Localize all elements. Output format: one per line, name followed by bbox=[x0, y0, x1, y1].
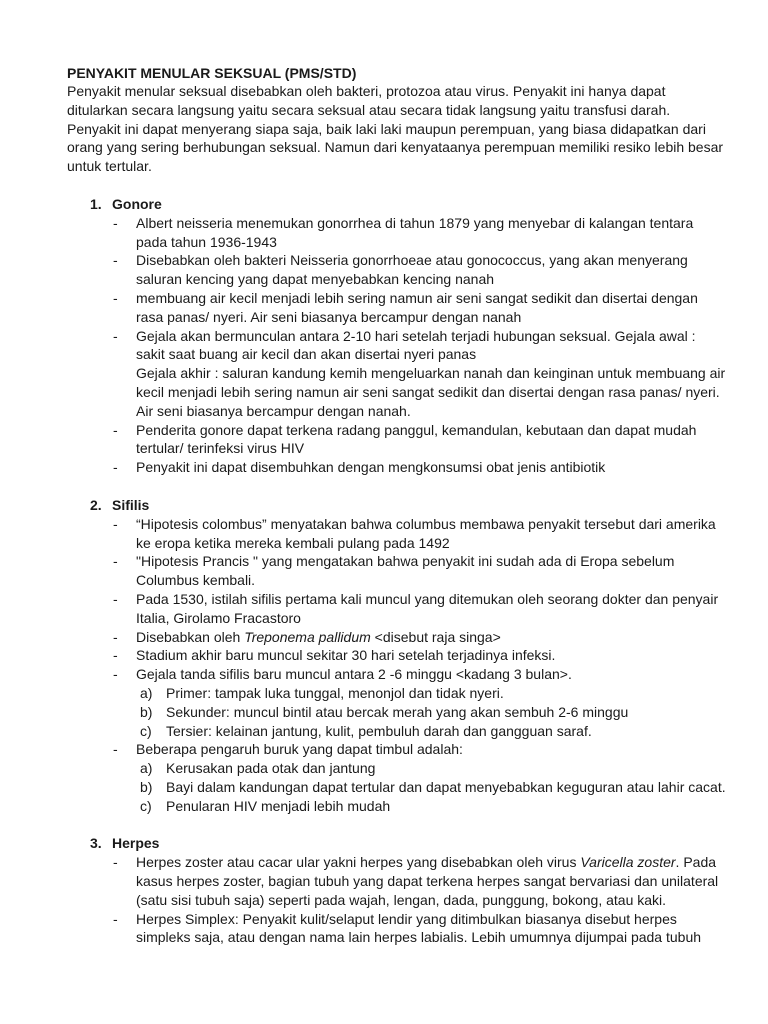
list-item-text: membuang air kecil menjadi lebih sering namun air seni sangat sedikit dan disertai dengan rasa panas/ nyeri. Air seni biasanya bercampur dengan nanah bbox=[136, 289, 698, 325]
list-item-text: Disebabkan oleh bakteri Neisseria gonorrhoeae atau gonococcus, yang akan menyerang saluran kencing yang dapat menyebabkan kencing nanah bbox=[136, 252, 688, 288]
list-item-text: Beberapa pengaruh buruk yang dapat timbul adalah: bbox=[136, 741, 463, 758]
dash-marker: - bbox=[113, 515, 118, 532]
section-number: 1. bbox=[90, 195, 102, 212]
dash-marker: - bbox=[113, 666, 118, 683]
list-item bbox=[67, 458, 727, 477]
sub-item bbox=[67, 722, 727, 741]
section-number: 3. bbox=[90, 835, 102, 852]
sub-item bbox=[67, 759, 727, 778]
sub-item-marker: a) bbox=[140, 760, 153, 777]
sub-item-marker: c) bbox=[140, 797, 152, 814]
sub-item-text: Tersier: kelainan jantung, kulit, pembuluh darah dan gangguan saraf. bbox=[166, 722, 592, 739]
sub-item bbox=[67, 797, 727, 816]
sub-list bbox=[67, 684, 727, 740]
list-item-text: Stadium akhir baru muncul sekitar 30 hari setelah terjadinya infeksi. bbox=[136, 647, 556, 664]
list-item bbox=[67, 515, 727, 553]
list-item-text: “Hipotesis colombus” menyatakan bahwa columbus membawa penyakit tersebut dari amerika ke eropa ketika mereka kembali pulang pada 1492 bbox=[136, 515, 716, 551]
bullet-list bbox=[67, 515, 727, 684]
section-heading bbox=[67, 496, 727, 515]
list-item bbox=[67, 214, 727, 252]
dash-marker: - bbox=[113, 459, 118, 476]
sub-item-text: Sekunder: muncul bintil atau bercak merah yang akan sembuh 2-6 minggu bbox=[166, 703, 629, 720]
bullet-list bbox=[67, 214, 727, 477]
dash-marker: - bbox=[113, 252, 118, 269]
dash-marker: - bbox=[113, 327, 118, 344]
section-herpes bbox=[67, 834, 727, 947]
document-title: PENYAKIT MENULAR SEKSUAL (PMS/STD) bbox=[67, 65, 357, 81]
list-item-text: Herpes Simplex: Penyakit kulit/selaput lendir yang ditimbulkan biasanya disebut herpes simpleks saja, atau dengan nama lain herpes labialis. Lebih umumnya dijumpai pada tubuh bbox=[136, 910, 702, 946]
list-item bbox=[67, 665, 727, 684]
dash-marker: - bbox=[113, 741, 118, 758]
dash-marker: - bbox=[113, 854, 118, 871]
section-title: Sifilis bbox=[112, 496, 150, 513]
dash-marker: - bbox=[113, 590, 118, 607]
sub-item bbox=[67, 684, 727, 703]
dash-marker: - bbox=[113, 421, 118, 438]
list-item bbox=[67, 740, 727, 759]
list-item-text: Penderita gonore dapat terkena radang panggul, kemandulan, kebutaan dan dapat mudah tertular/ terinfeksi virus HIV bbox=[136, 421, 697, 457]
dash-marker: - bbox=[113, 214, 118, 231]
list-item bbox=[67, 251, 727, 289]
list-item bbox=[67, 628, 727, 647]
list-item-text: "Hipotesis Prancis " yang mengatakan bahwa penyakit ini sudah ada di Eropa sebelum Columbus kembali. bbox=[136, 553, 675, 589]
section-gonore bbox=[67, 195, 727, 477]
sub-item-text: Penularan HIV menjadi lebih mudah bbox=[166, 797, 391, 814]
section-title: Gonore bbox=[112, 195, 162, 212]
dash-marker: - bbox=[113, 289, 118, 306]
list-item bbox=[67, 327, 727, 421]
list-item bbox=[67, 421, 727, 459]
list-item-text: <disebut raja singa> bbox=[370, 628, 501, 645]
sub-item-marker: c) bbox=[140, 722, 152, 739]
sub-item-text: Kerusakan pada otak dan jantung bbox=[166, 760, 376, 777]
intro-paragraph: Penyakit menular seksual disebabkan oleh bakteri, protozoa atau virus. Penyakit ini hanya dapat ditularkan secara langsung yaitu secara seksual atau secara tidak langsung yaitu transfusi darah. Penyakit ini dapat menyerang siapa saja, baik laki laki maupun perempuan, yang biasa didapatkan dari orang yang sering berhubungan seksual. Namun dari kenyataanya perempuan memiliki resiko lebih besar untuk tertular. bbox=[67, 83, 724, 175]
section-heading bbox=[67, 195, 727, 214]
list-item-text: Disebabkan oleh bbox=[136, 628, 245, 645]
list-item bbox=[67, 853, 727, 909]
list-item-text: . Pada kasus herpes zoster, bagian tubuh yang dapat terkena herpes sangat bervariasi dan unilateral (satu sisi tubuh saja) seperti pada wajah, lengan, dada, punggung, bokong, atau kaki. bbox=[136, 854, 719, 908]
list-item-text: Herpes zoster atau cacar ular yakni herpes yang disebabkan oleh virus bbox=[136, 854, 581, 871]
section-title: Herpes bbox=[112, 835, 160, 852]
sub-list bbox=[67, 759, 727, 815]
section-heading bbox=[67, 834, 727, 853]
sub-item-text: Bayi dalam kandungan dapat tertular dan dapat menyebabkan keguguran atau lahir cacat. bbox=[166, 778, 726, 795]
list-item bbox=[67, 910, 727, 948]
sub-item bbox=[67, 778, 727, 797]
species-name: Varicella zoster bbox=[580, 854, 676, 871]
dash-marker: - bbox=[113, 553, 118, 570]
bullet-list bbox=[67, 853, 727, 947]
list-item-text: Gejala akan bermunculan antara 2-10 hari setelah terjadi hubungan seksual. Gejala awal : sakit saat buang air kecil dan akan disertai nyeri panas bbox=[136, 327, 696, 363]
dash-marker: - bbox=[113, 647, 118, 664]
dash-marker: - bbox=[113, 910, 118, 927]
list-item-text: Gejala tanda sifilis baru muncul antara 2 -6 minggu <kadang 3 bulan>. bbox=[136, 666, 572, 683]
sub-item-marker: b) bbox=[140, 778, 153, 795]
sub-item-marker: a) bbox=[140, 684, 153, 701]
list-item bbox=[67, 646, 727, 665]
species-name: Treponema pallidum bbox=[244, 628, 371, 645]
section-number: 2. bbox=[90, 496, 102, 513]
list-item-text: Penyakit ini dapat disembuhkan dengan mengkonsumsi obat jenis antibiotik bbox=[136, 459, 606, 476]
section-sifilis bbox=[67, 496, 727, 816]
dash-marker: - bbox=[113, 628, 118, 645]
list-item-text: Albert neisseria menemukan gonorrhea di tahun 1879 yang menyebar di kalangan tentara pada tahun 1936-1943 bbox=[136, 214, 694, 250]
bullet-list bbox=[67, 740, 727, 759]
list-item bbox=[67, 552, 727, 590]
sub-item bbox=[67, 703, 727, 722]
document-page bbox=[67, 64, 727, 947]
list-item-text: Pada 1530, istilah sifilis pertama kali muncul yang ditemukan oleh seorang dokter dan penyair Italia, Girolamo Fracastoro bbox=[136, 590, 719, 626]
list-item-continuation: Gejala akhir : saluran kandung kemih mengeluarkan nanah dan keinginan untuk membuang air kecil menjadi lebih sering namun air seni sangat sedikit dan disertai dengan rasa panas/ nyeri. Air seni biasanya bercampur dengan nanah. bbox=[136, 365, 726, 419]
sub-item-marker: b) bbox=[140, 703, 153, 720]
list-item bbox=[67, 590, 727, 628]
sub-item-text: Primer: tampak luka tunggal, menonjol dan tidak nyeri. bbox=[166, 684, 504, 701]
list-item bbox=[67, 289, 727, 327]
